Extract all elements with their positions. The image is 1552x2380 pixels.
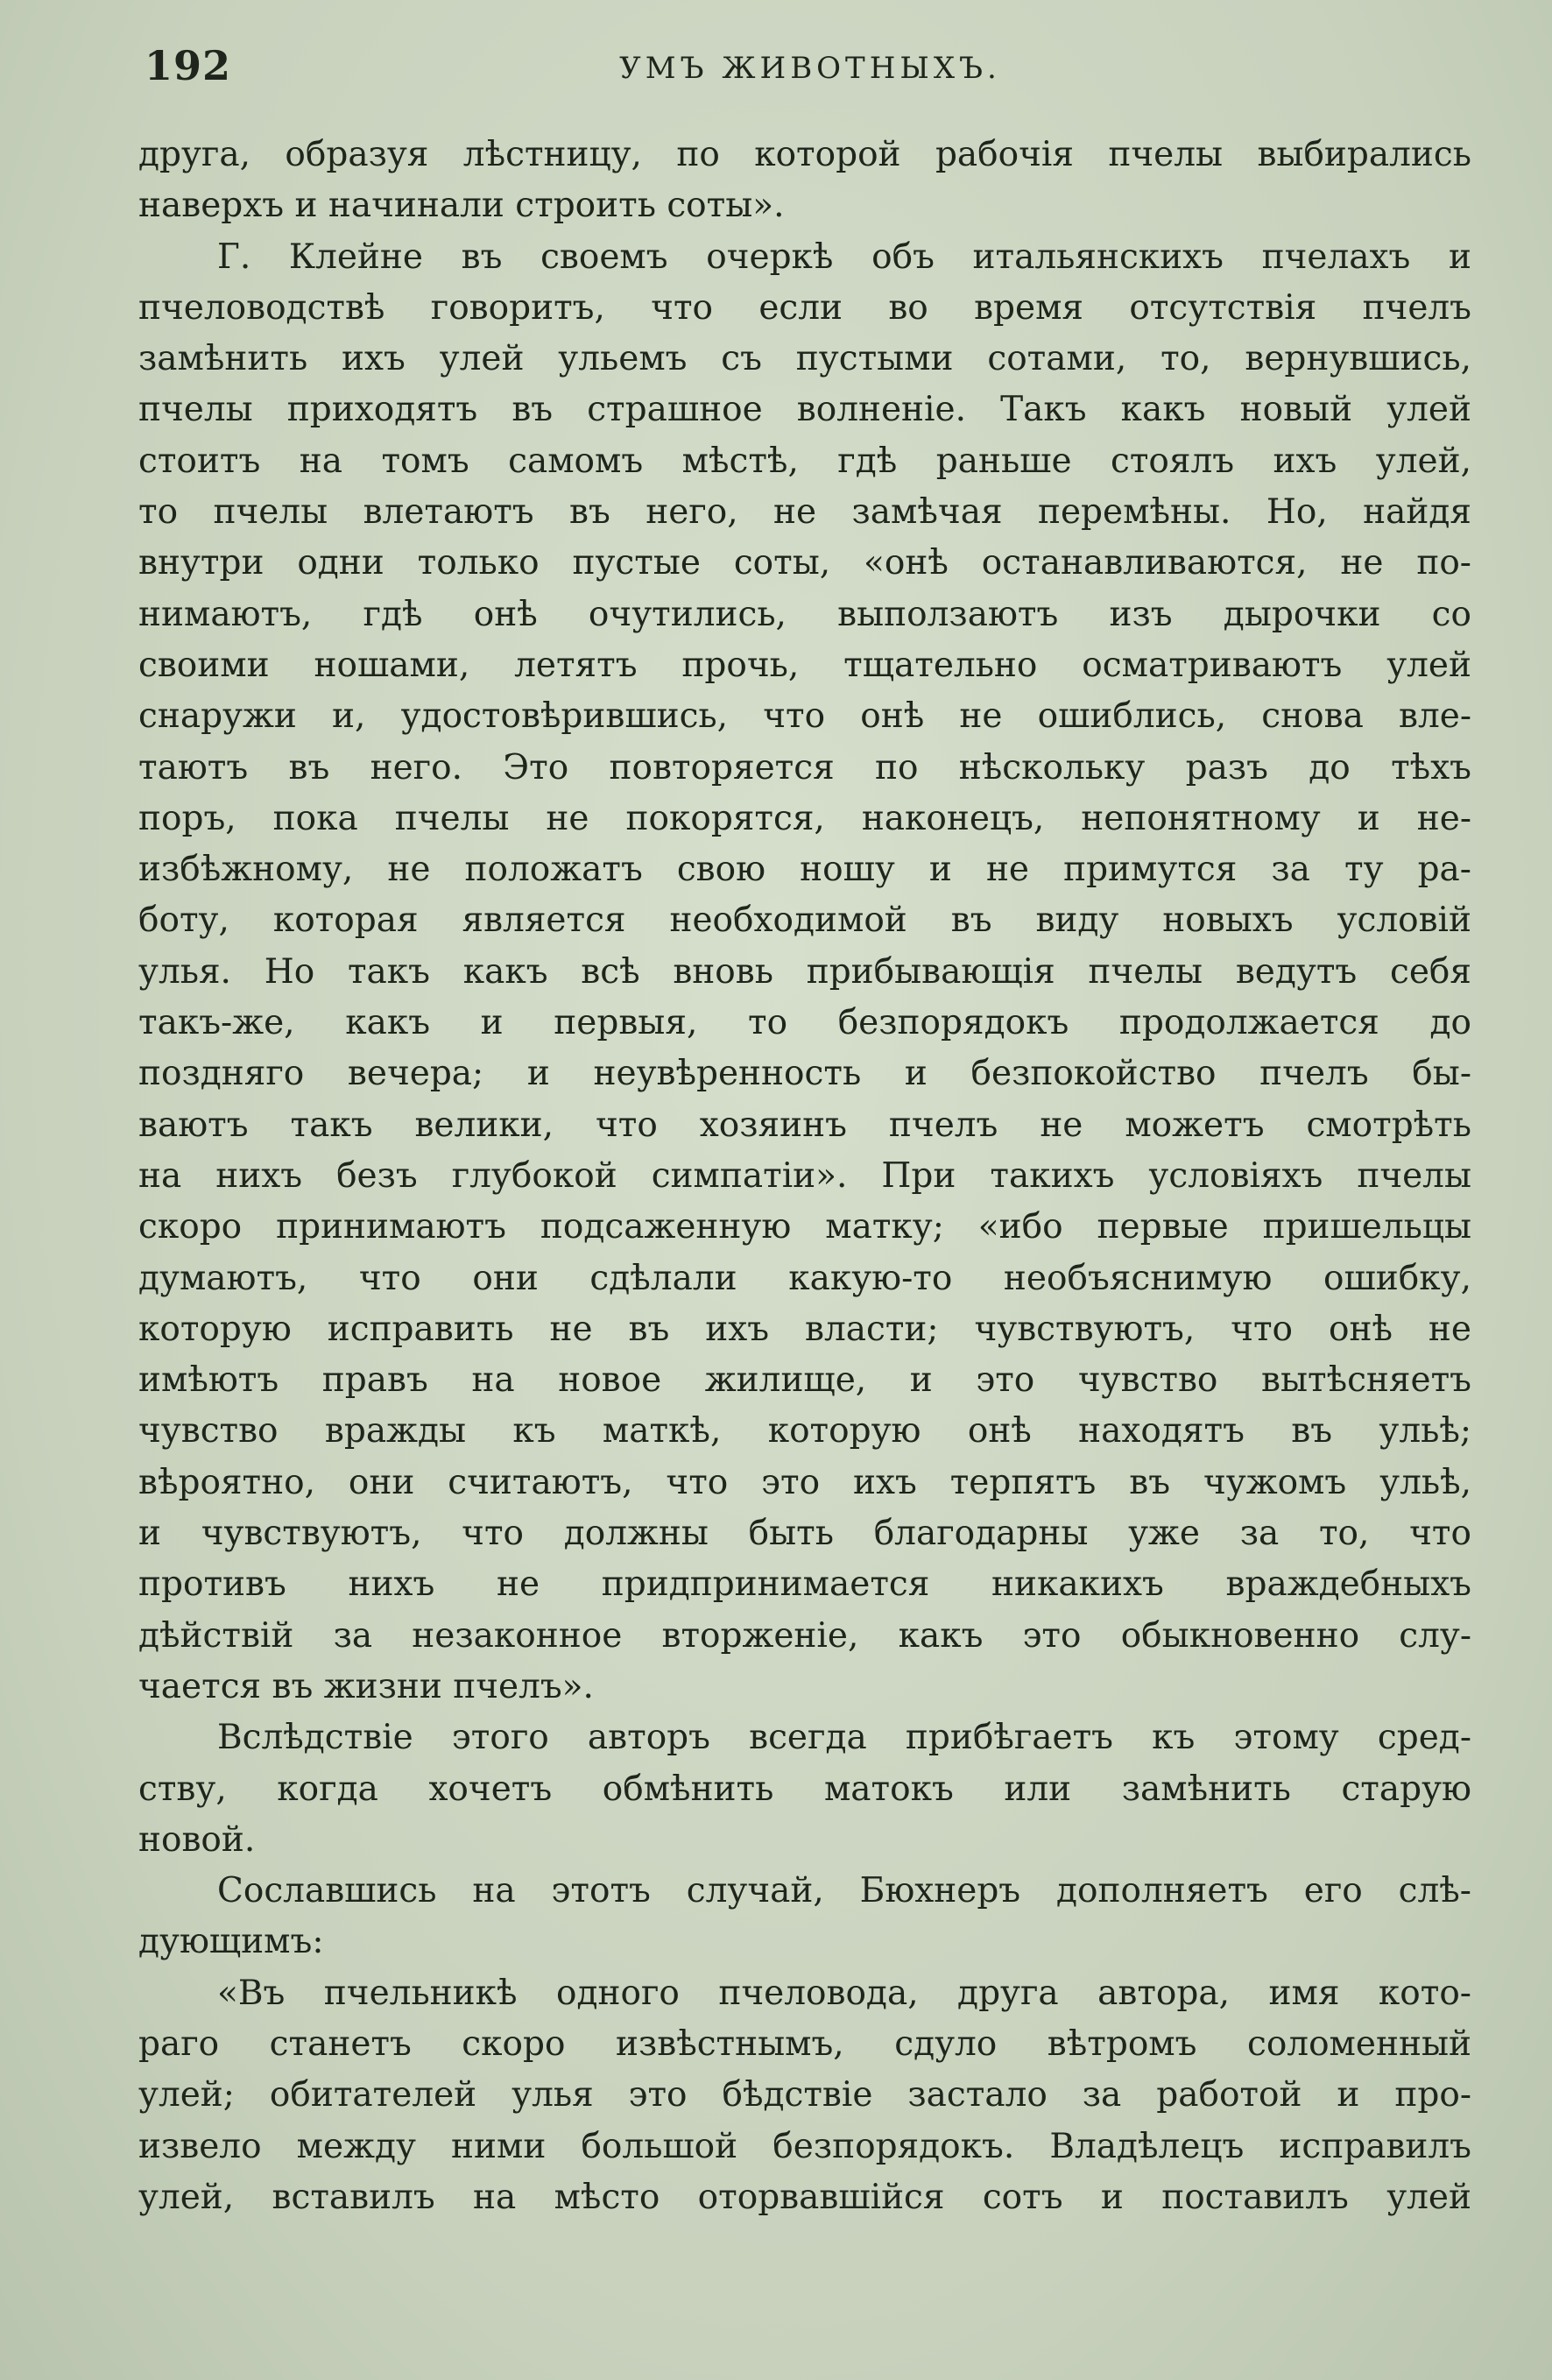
text-line: замѣнить ихъ улей ульемъ съ пустыми сотами, то, вернувшись, (138, 339, 1471, 379)
text-line: скоро принимаютъ подсаженную матку; «ибо первые пришельцы (138, 1207, 1471, 1247)
text-line: дующимъ: (138, 1922, 324, 1962)
page-header (145, 42, 1476, 103)
text-line: «Въ пчельникѣ одного пчеловода, друга автора, имя кото- (217, 1973, 1471, 2013)
text-line: улей, вставилъ на мѣсто оторвавшійся сотъ и поставилъ улей (138, 2177, 1471, 2217)
text-line: Вслѣдствіе этого авторъ всегда прибѣгаетъ къ этому сред- (217, 1718, 1471, 1758)
running-title: УМЪ ЖИВОТНЫХЪ. (619, 51, 1001, 86)
text-line: раго станетъ скоро извѣстнымъ, сдуло вѣтромъ соломенный (138, 2023, 1471, 2064)
text-line: новой. (138, 1819, 256, 1860)
text-line: противъ нихъ не придпринимается никакихъ враждебныхъ (138, 1564, 1471, 1605)
text-line: Сославшись на этотъ случай, Бюхнеръ дополняетъ его слѣ- (217, 1871, 1471, 1911)
text-line: ству, когда хочетъ обмѣнить матокъ или замѣнить старую (138, 1769, 1471, 1809)
text-line: извело между ними большой безпорядокъ. Владѣлецъ исправилъ (138, 2126, 1471, 2166)
text-line: Г. Клейне въ своемъ очеркѣ объ итальянскихъ пчелахъ и (217, 237, 1471, 277)
text-line: избѣжному, не положатъ свою ношу и не примутся за ту ра- (138, 850, 1471, 890)
text-line: дѣйствій за незаконное вторженіе, какъ это обыкновенно слу- (138, 1615, 1471, 1656)
text-line: друга, образуя лѣстницу, по которой рабочія пчелы выбирались (138, 135, 1471, 174)
text-line: улья. Но такъ какъ всѣ вновь прибывающія пчелы ведутъ себя (138, 951, 1471, 992)
text-line: чается въ жизни пчелъ». (138, 1666, 594, 1706)
text-line: нимаютъ, гдѣ онѣ очутились, выползаютъ изъ дырочки со (138, 594, 1471, 634)
text-line: на нихъ безъ глубокой симпатіи». При такихъ условіяхъ пчелы (138, 1155, 1471, 1196)
text-line: улей; обитателей улья это бѣдствіе застало за работой и про- (138, 2075, 1471, 2115)
text-line: чувство вражды къ маткѣ, которую онѣ находятъ въ ульѣ; (138, 1411, 1471, 1451)
body-text (138, 130, 1471, 2223)
page-number: 192 (145, 42, 232, 89)
text-line: имѣютъ правъ на новое жилище, и это чувство вытѣсняетъ (138, 1360, 1471, 1401)
text-line: вѣроятно, они считаютъ, что это ихъ терпятъ въ чужомъ ульѣ, (138, 1462, 1471, 1502)
text-line: думаютъ, что они сдѣлали какую-то необъяснимую ошибку, (138, 1258, 1471, 1298)
text-line: пчеловодствѣ говоритъ, что если во время отсутствія пчелъ (138, 287, 1471, 328)
text-line: пчелы приходятъ въ страшное волненіе. Такъ какъ новый улей (138, 390, 1471, 430)
text-line: наверхъ и начинали строить соты». (138, 186, 785, 226)
text-line: такъ-же, какъ и первыя, то безпорядокъ продолжается до (138, 1003, 1471, 1043)
text-line: поръ, пока пчелы не покорятся, наконецъ, непонятному и не- (138, 798, 1471, 838)
text-line: ваютъ такъ велики, что хозяинъ пчелъ не можетъ смотрѣть (138, 1105, 1471, 1145)
text-line: то пчелы влетаютъ въ него, не замѣчая перемѣны. Но, найдя (138, 492, 1471, 533)
text-line: своими ношами, летятъ прочь, тщательно осматриваютъ улей (138, 645, 1471, 685)
text-line: таютъ въ него. Это повторяется по нѣскольку разъ до тѣхъ (138, 747, 1471, 787)
text-line: снаружи и, удостовѣрившись, что онѣ не ошиблись, снова вле- (138, 696, 1471, 737)
text-line: боту, которая является необходимой въ виду новыхъ условій (138, 900, 1471, 941)
text-line: внутри одни только пустые соты, «онѣ останавливаются, не по- (138, 543, 1471, 583)
text-line: которую исправить не въ ихъ власти; чувствуютъ, что онѣ не (138, 1309, 1471, 1349)
text-line: поздняго вечера; и неувѣренность и безпокойство пчелъ бы- (138, 1054, 1471, 1094)
text-line: и чувствуютъ, что должны быть благодарны уже за то, что (138, 1514, 1471, 1554)
text-line: стоитъ на томъ самомъ мѣстѣ, гдѣ раньше стоялъ ихъ улей, (138, 441, 1471, 481)
